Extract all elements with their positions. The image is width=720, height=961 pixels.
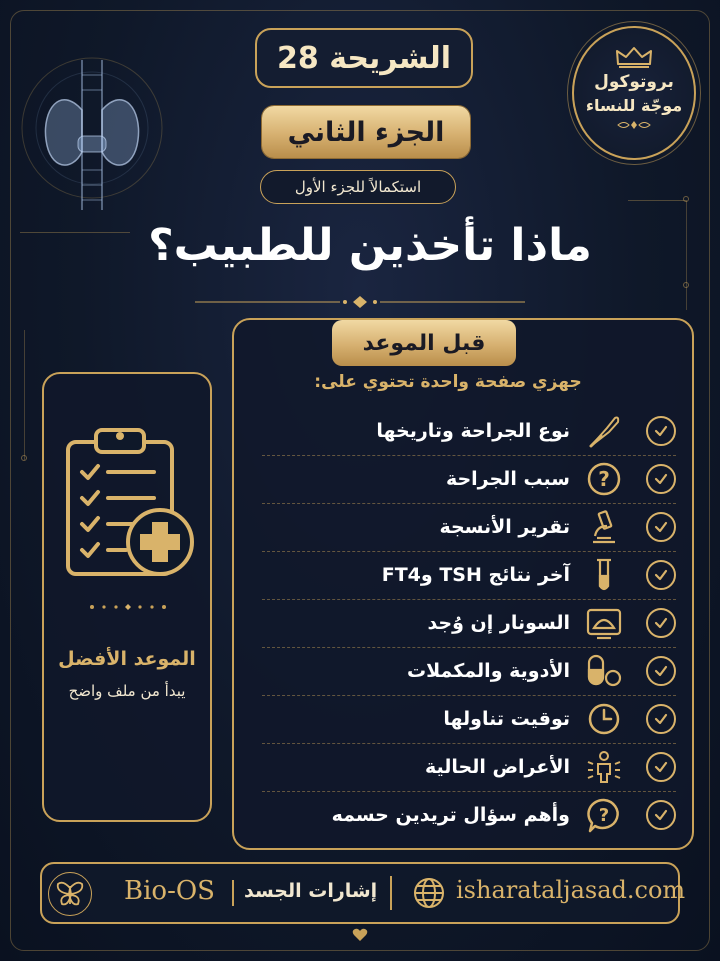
check-icon: [646, 464, 676, 494]
microscope-icon: [584, 507, 624, 547]
list-item-label: توقيت تناولها: [443, 708, 570, 730]
list-item-label: الأدوية والمكملات: [407, 660, 570, 682]
svg-text:?: ?: [598, 805, 610, 826]
question-bubble-icon: [584, 795, 624, 835]
dot-divider: [88, 604, 168, 610]
deco-dot: [683, 196, 689, 202]
list-item-label: السونار إن وُجد: [427, 612, 570, 634]
check-icon: [646, 704, 676, 734]
footer-brand: Bio-OS: [124, 876, 215, 906]
footer-divider: [390, 876, 392, 910]
test-tube-icon: [584, 555, 624, 595]
deco-dot: [683, 282, 689, 288]
list-item-label: وأهم سؤال تريدين حسمه: [331, 804, 570, 826]
deco-line: [20, 232, 130, 233]
list-item-label: آخر نتائج TSH وFT4: [381, 564, 570, 586]
badge-line-2: موجّة للنساء: [585, 95, 683, 115]
title-ornament: [195, 296, 525, 308]
list-item: [262, 648, 676, 694]
laurel-ornament: [614, 119, 654, 131]
butterfly-icon: [48, 872, 92, 916]
list-item-label: الأعراض الحالية: [424, 756, 570, 778]
check-icon: [646, 752, 676, 782]
before-appointment-pill: [332, 320, 516, 366]
list-item: [262, 552, 676, 598]
pill-icon: [584, 651, 624, 691]
list-item: [262, 408, 676, 454]
svg-text:?: ?: [598, 467, 610, 491]
before-appointment-label: قبل الموعد: [362, 330, 486, 356]
check-icon: [646, 800, 676, 830]
footer-arabic-brand: إشارات الجسد: [244, 880, 378, 902]
list-item: [262, 792, 676, 838]
check-icon: [646, 608, 676, 638]
part-label: الجزء الثاني: [287, 116, 445, 148]
list-item-label: نوع الجراحة وتاريخها: [376, 420, 570, 442]
list-item: [262, 744, 676, 790]
footer-divider: [232, 880, 234, 906]
page-title: ماذا تأخذين للطبيب؟: [148, 220, 592, 271]
list-item-label: سبب الجراحة: [445, 468, 570, 490]
prep-instruction: جهزي صفحة واحدة تحتوي على:: [314, 372, 582, 392]
ultrasound-icon: [584, 603, 624, 643]
website-link[interactable]: isharataljasad.com: [456, 876, 686, 904]
list-item: [262, 600, 676, 646]
deco-line: [686, 200, 687, 310]
best-appointment-subtitle: يبدأ من ملف واضح: [68, 682, 186, 700]
deco-line: [628, 200, 686, 201]
clock-icon: [584, 699, 624, 739]
best-appointment-title: الموعد الأفضل: [58, 648, 196, 670]
thyroid-illustration-icon: [20, 40, 170, 220]
check-icon: [646, 512, 676, 542]
slide-number-pill: [255, 28, 473, 88]
protocol-badge: [572, 26, 696, 160]
list-item: [262, 504, 676, 550]
globe-icon: [412, 876, 446, 910]
part-pill: [262, 106, 470, 158]
check-icon: [646, 656, 676, 686]
scalpel-icon: [584, 411, 624, 451]
list-item: [262, 696, 676, 742]
check-icon: [646, 416, 676, 446]
continuation-pill: [260, 170, 456, 204]
list-item: [262, 456, 676, 502]
deco-dot: [21, 455, 27, 461]
deco-line: [24, 330, 25, 460]
heart-icon: [352, 928, 368, 942]
check-icon: [646, 560, 676, 590]
continuation-label: استكمالاً للجزء الأول: [294, 178, 422, 196]
list-item-label: تقرير الأنسجة: [439, 516, 570, 538]
slide-number-label: الشريحة 28: [277, 40, 452, 76]
question-circle-icon: [584, 459, 624, 499]
badge-line-1: بروتوكول: [594, 71, 674, 92]
clipboard-medical-icon: [62, 424, 196, 584]
person-symptoms-icon: [584, 747, 624, 787]
crown-icon: [615, 46, 653, 68]
